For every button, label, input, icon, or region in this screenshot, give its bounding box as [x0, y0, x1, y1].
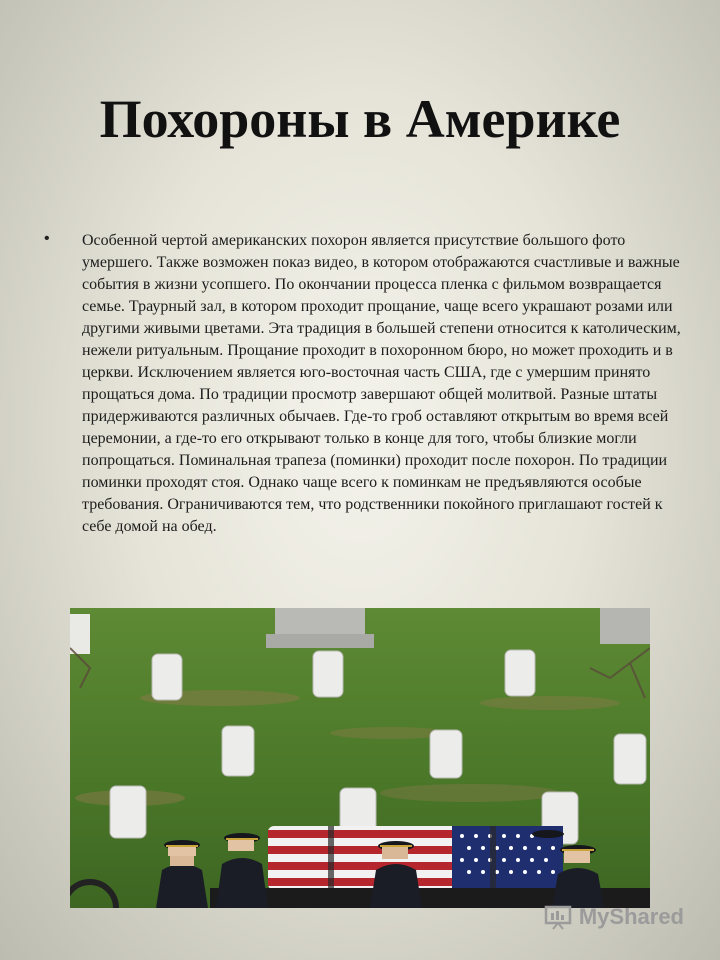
headstone — [505, 650, 535, 696]
watermark — [543, 904, 684, 930]
headstone — [430, 730, 462, 778]
headstone — [222, 726, 254, 776]
body-paragraph: Особенной чертой американских похорон является присутствие большого фото умершего. Также возможен показ видео, в котором отображаются счастливые и важные события в жизни усопшего. По окончании процесса пленка с фильмом возвращается семье. Траурный зал, в котором проходит прощание, чаще всего украшают розами или другими живыми цветами. Эта традиция в большей степени относится к католическим, нежели ритуальным. Прощание проходит в похоронном бюро, но может проходить и в церкви. Исключением является юго-восточная часть США, где с умершим принято прощаться дома. По традиции просмотр завершают общей молитвой. Разные штаты придерживаются различных обычаев. Где-то гроб оставляют открытым во время всей церемонии, а где-то его открывают только в конце для того, чтобы близкие могли попрощаться. Поминальная трапеза (поминки) проходит после похорон. По традиции поминки проходят стоя. Однако чаще всего к поминкам не предъявляются особые требования. Ограничиваются тем, что родственники покойного приглашают гостей к себе домой на обед. — [82, 232, 681, 535]
watermark-text: MyShared — [578, 904, 684, 929]
bullet-item — [44, 230, 684, 538]
headstone — [110, 786, 146, 838]
monument — [600, 608, 650, 644]
headstone — [152, 654, 182, 700]
monument — [275, 608, 365, 636]
funeral-photo — [70, 608, 650, 908]
headstone — [614, 734, 646, 784]
headstone — [70, 614, 90, 654]
bullet-marker: • — [44, 230, 50, 247]
slide-title: Похороны в Америке — [99, 89, 621, 149]
presentation-icon — [543, 904, 573, 930]
headstone — [313, 651, 343, 697]
headstone — [340, 788, 376, 832]
